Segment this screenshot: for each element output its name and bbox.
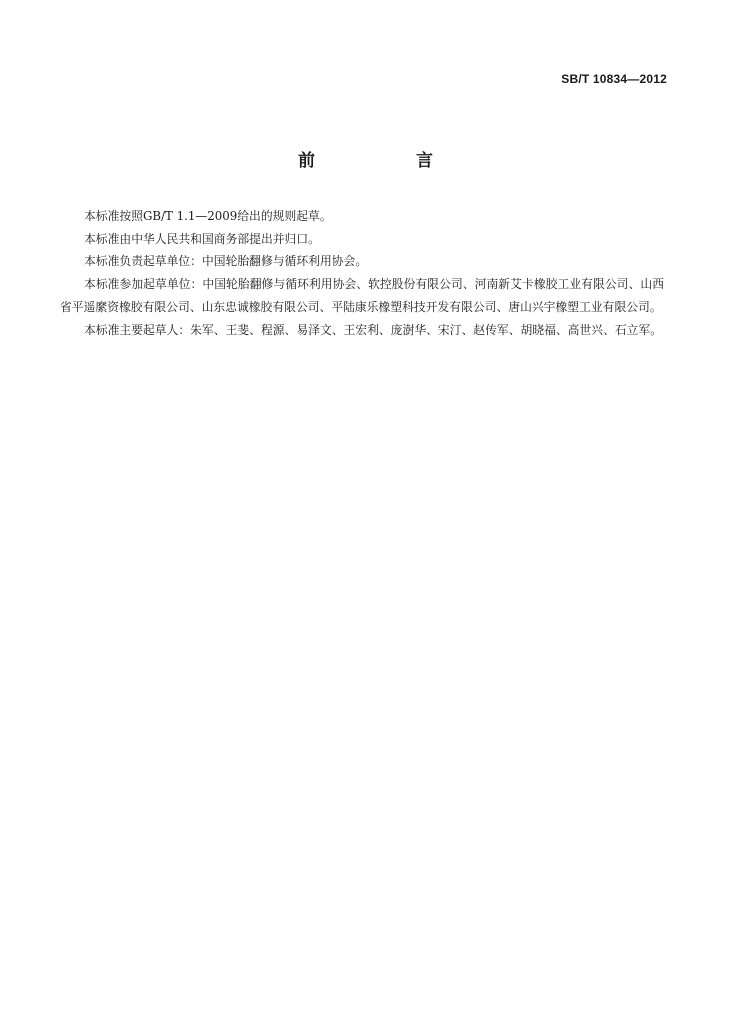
page-title: 前 言 bbox=[298, 151, 475, 171]
standard-code: SB/T 10834—2012 bbox=[561, 72, 667, 86]
paragraph-proposer: 本标准由中华人民共和国商务部提出并归口。 bbox=[84, 231, 320, 246]
paragraph-participating-units: 本标准参加起草单位：中国轮胎翻修与循环利用协会、软控股份有限公司、河南新艾卡橡胶工业有限公司、山西省平遥縻资橡胶有限公司、山东忠诚橡胶有限公司、平陆康乐橡塑科技开发有限公司、唐山兴宇橡塑工业有限公司。 bbox=[60, 277, 664, 314]
paragraph-main-drafters: 本标准主要起草人：朱军、王斐、程源、易泽文、王宏利、庞澍华、宋汀、赵传军、胡晓福、高世兴、石立军。 bbox=[84, 322, 663, 337]
paragraph-drafting-rules: 本标准按照GB/T 1.1—2009给出的规则起草。 bbox=[84, 209, 332, 223]
paragraph-responsible-unit: 本标准负责起草单位：中国轮胎翻修与循环利用协会。 bbox=[84, 254, 368, 269]
foreword-body bbox=[60, 205, 664, 341]
